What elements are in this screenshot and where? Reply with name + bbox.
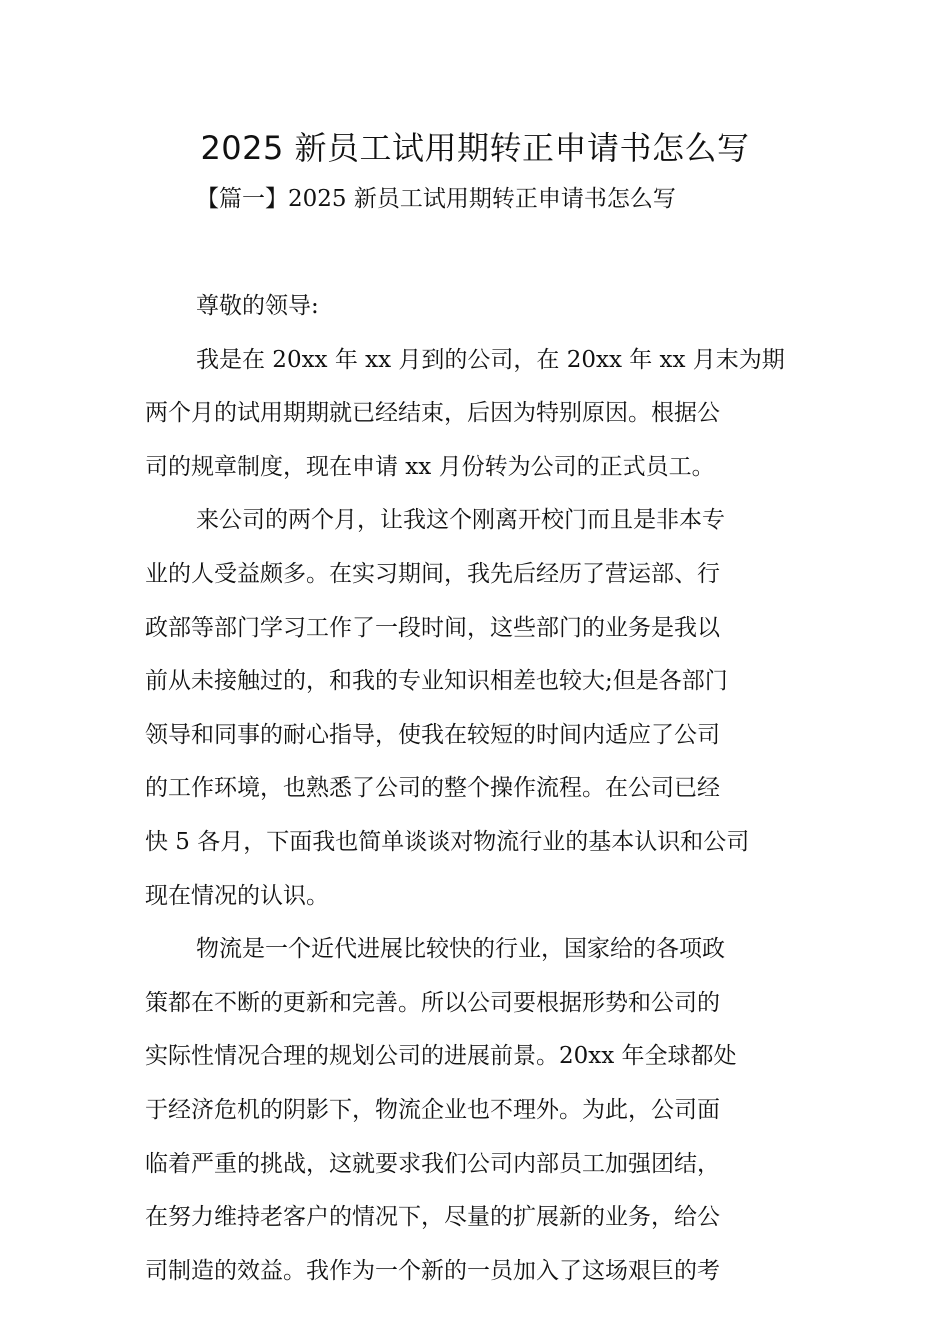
paragraph-line: 实际性情况合理的规划公司的进展前景。20xx 年全球都处 <box>145 1043 737 1070</box>
paragraph-line: 快 5 各月，下面我也简单谈谈对物流行业的基本认识和公司 <box>145 828 750 855</box>
paragraph-line: 业的人受益颇多。在实习期间，我先后经历了营运部、行 <box>145 560 720 587</box>
paragraph-line: 领导和同事的耐心指导，使我在较短的时间内适应了公司 <box>145 721 720 748</box>
document-subtitle: 【篇一】2025 新员工试用期转正申请书怎么写 <box>196 186 676 212</box>
paragraph-line: 司的规章制度，现在申请 xx 月份转为公司的正式员工。 <box>145 453 715 480</box>
paragraph-line: 我是在 20xx 年 xx 月到的公司，在 20xx 年 xx 月末为期 <box>196 346 785 373</box>
paragraph-line: 于经济危机的阴影下，物流企业也不理外。为此，公司面 <box>145 1096 720 1123</box>
paragraph-line: 现在情况的认识。 <box>145 882 329 909</box>
salutation-line: 尊敬的领导: <box>196 293 319 319</box>
document-body <box>145 280 805 1298</box>
paragraph-line: 来公司的两个月，让我这个刚离开校门而且是非本专 <box>196 507 725 534</box>
paragraph-line: 策都在不断的更新和完善。所以公司要根据形势和公司的 <box>145 989 720 1016</box>
paragraph-line: 前从未接触过的，和我的专业知识相差也较大;但是各部门 <box>145 668 728 695</box>
document-title: 2025 新员工试用期转正申请书怎么写 <box>200 129 750 167</box>
paragraph-line: 临着严重的挑战，这就要求我们公司内部员工加强团结， <box>145 1150 720 1177</box>
paragraph-line: 政部等部门学习工作了一段时间，这些部门的业务是我以 <box>145 614 720 641</box>
paragraph-line: 在努力维持老客户的情况下，尽量的扩展新的业务，给公 <box>145 1204 720 1231</box>
paragraph-line: 司制造的效益。我作为一个新的一员加入了这场艰巨的考 <box>145 1257 720 1284</box>
paragraph-line: 两个月的试用期期就已经结束，后因为特别原因。根据公 <box>145 400 720 427</box>
paragraph-line: 物流是一个近代进展比较快的行业，国家给的各项政 <box>196 936 725 963</box>
paragraph-line: 的工作环境，也熟悉了公司的整个操作流程。在公司已经 <box>145 775 720 802</box>
